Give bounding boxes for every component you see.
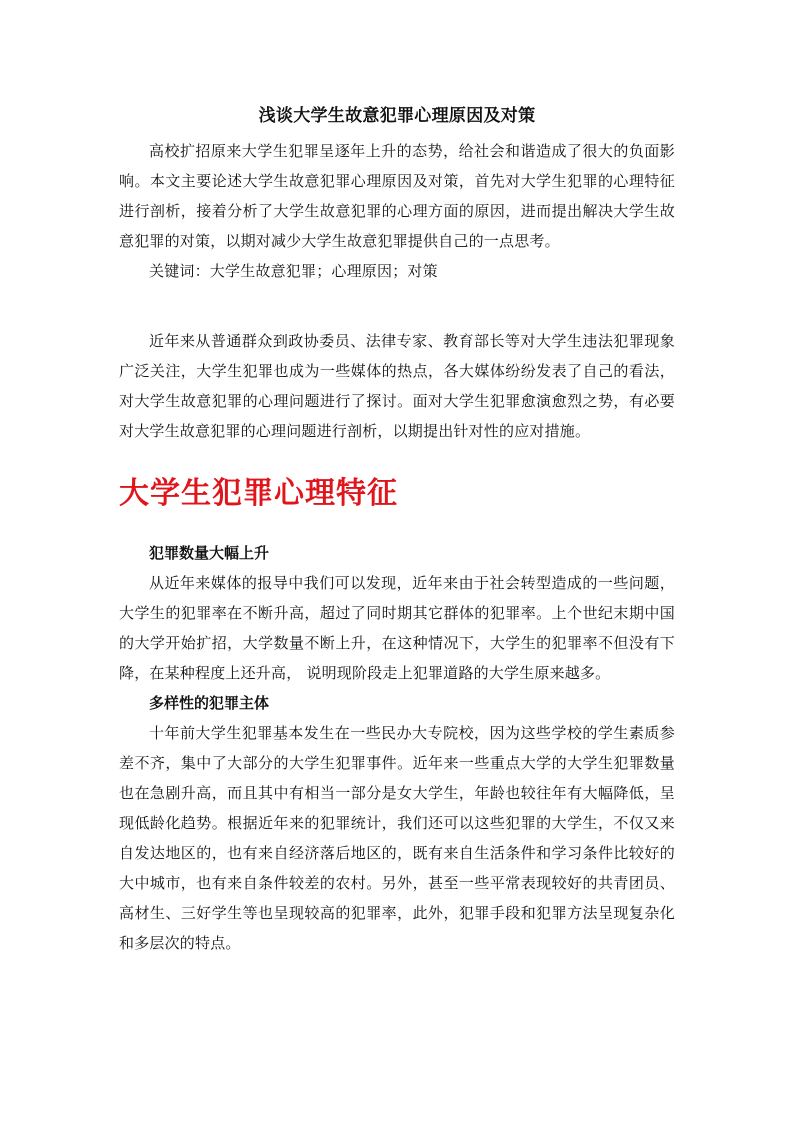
intro-paragraph: 近年来从普通群众到政协委员、法律专家、教育部长等对大学生违法犯罪现象广泛关注，大学生犯罪也成为一些媒体的热点，各大媒体纷纷发表了自己的看法，对大学生故意犯罪的心理问题进行了探讨。面对大学生犯罪愈演愈烈之势，有必要对大学生故意犯罪的心理问题进行剖析，以期提出针对性的应对措施。 [119, 332, 675, 440]
document-content [119, 100, 675, 958]
subsection-heading-diverse-subjects: 多样性的犯罪主体 [149, 694, 270, 712]
abstract-paragraph: 高校扩招原来大学生犯罪呈逐年上升的态势，给社会和谐造成了很大的负面影响。本文主要论述大学生故意犯罪心理原因及对策，首先对大学生犯罪的心理特征进行剖析，接着分析了大学生故意犯罪的心理方面的原因，进而提出解决大学生故意犯罪的对策，以期对减少大学生故意犯罪提供自己的一点思考。 [119, 142, 675, 250]
section-heading: 大学生犯罪心理特征 [119, 476, 398, 511]
keywords-line: 关键词：大学生故意犯罪；心理原因；对策 [149, 262, 438, 280]
subsection-heading-crime-rate: 犯罪数量大幅上升 [149, 544, 270, 562]
subsection-body-crime-rate: 从近年来媒体的报导中我们可以发现，近年来由于社会转型造成的一些问题，大学生的犯罪率在不断升高，超过了同时期其它群体的犯罪率。上个世纪末期中国的大学开始扩招，大学数量不断上升，在这种情况下，大学生的犯罪率不但没有下降，在某种程度上还升高， 说明现阶段走上犯罪道路的大学生原来越多。 [119, 574, 675, 682]
subsection-body-diverse-subjects: 十年前大学生犯罪基本发生在一些民办大专院校，因为这些学校的学生素质参差不齐，集中了大部分的大学生犯罪事件。近年来一些重点大学的大学生犯罪数量也在急剧升高，而且其中有相当一部分是女大学生，年龄也较往年有大幅降低，呈现低龄化趋势。根据近年来的犯罪统计，我们还可以这些犯罪的大学生，不仅又来自发达地区的，也有来自经济落后地区的，既有来自生活条件和学习条件比较好的大中城市，也有来自条件较差的农村。另外，甚至一些平常表现较好的共青团员、高材生、三好学生等也呈现较高的犯罪率，此外，犯罪手段和犯罪方法呈现复杂化和多层次的特点。 [119, 724, 675, 952]
document-title: 浅谈大学生故意犯罪心理原因及对策 [258, 106, 536, 126]
